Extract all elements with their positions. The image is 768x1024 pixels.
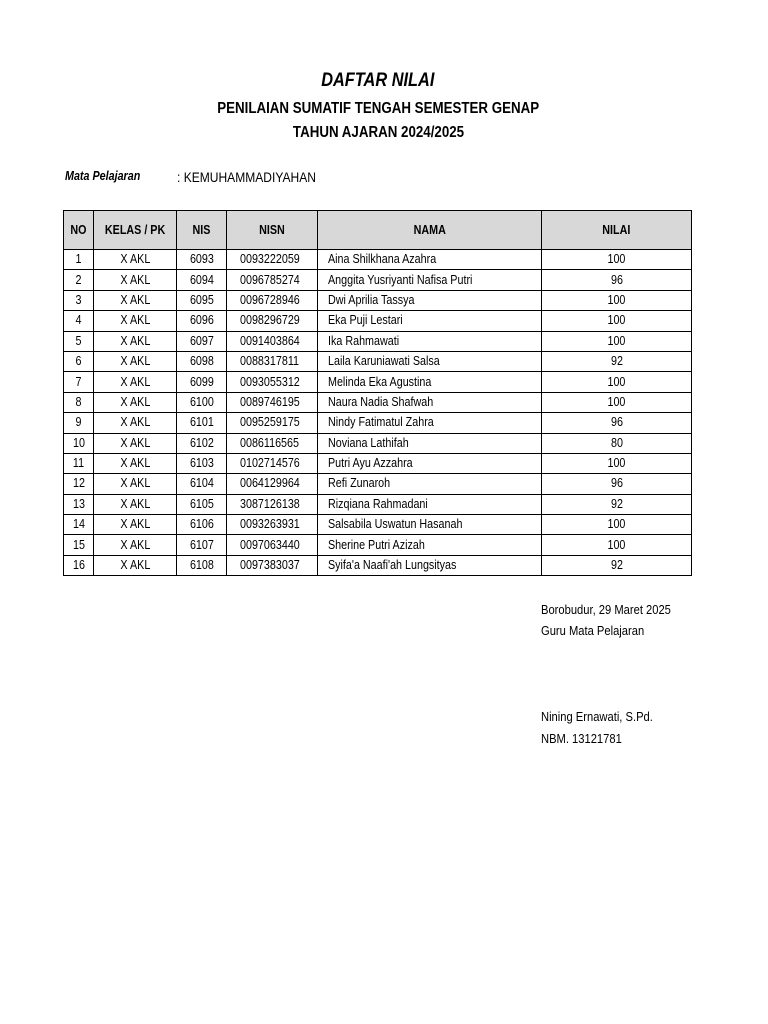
- cell-nilai: 96: [542, 270, 692, 290]
- cell-nilai: 92: [542, 494, 692, 514]
- cell-no: 7: [64, 372, 94, 392]
- subject-value: : KEMUHAMMADIYAHAN: [177, 169, 316, 185]
- cell-nama: Salsabila Uswatun Hasanah: [318, 515, 542, 535]
- cell-nisn: 0096785274: [227, 270, 318, 290]
- cell-no: 4: [64, 311, 94, 331]
- cell-nama: Aina Shilkhana Azahra: [318, 250, 542, 270]
- document-subtitle-academic-year: TAHUN AJARAN 2024/2025: [292, 124, 464, 141]
- cell-nama: Ika Rahmawati: [318, 331, 542, 351]
- cell-no: 16: [64, 555, 94, 575]
- cell-nis: 6100: [177, 392, 227, 412]
- table-row: [64, 290, 692, 310]
- table-row: [64, 433, 692, 453]
- cell-kelas: X AKL: [94, 515, 177, 535]
- cell-nama: Rizqiana Rahmadani: [318, 494, 542, 514]
- table-row: [64, 555, 692, 575]
- cell-kelas: X AKL: [94, 535, 177, 555]
- cell-kelas: X AKL: [94, 311, 177, 331]
- table-row: [64, 250, 692, 270]
- cell-nama: Nindy Fatimatul Zahra: [318, 413, 542, 433]
- cell-nis: 6104: [177, 474, 227, 494]
- cell-nis: 6096: [177, 311, 227, 331]
- cell-nisn: 0097383037: [227, 555, 318, 575]
- cell-nis: 6106: [177, 515, 227, 535]
- table-header-row: [64, 211, 692, 250]
- cell-no: 6: [64, 351, 94, 371]
- cell-nama: Laila Karuniawati Salsa: [318, 351, 542, 371]
- cell-nama: Melinda Eka Agustina: [318, 372, 542, 392]
- cell-no: 11: [64, 453, 94, 473]
- table-row: [64, 270, 692, 290]
- cell-nilai: 100: [542, 535, 692, 555]
- cell-nilai: 100: [542, 331, 692, 351]
- table-row: [64, 413, 692, 433]
- table-row: [64, 453, 692, 473]
- cell-nisn: 0064129964: [227, 474, 318, 494]
- table-row: [64, 392, 692, 412]
- cell-nilai: 100: [542, 515, 692, 535]
- cell-nama: Syifa'a Naafi'ah Lungsityas: [318, 555, 542, 575]
- cell-nama: Anggita Yusriyanti Nafisa Putri: [318, 270, 542, 290]
- cell-kelas: X AKL: [94, 413, 177, 433]
- cell-nilai: 100: [542, 311, 692, 331]
- column-header-nama: NAMA: [318, 211, 542, 250]
- cell-nama: Putri Ayu Azzahra: [318, 453, 542, 473]
- cell-no: 5: [64, 331, 94, 351]
- document-title: DAFTAR NILAI: [321, 70, 435, 91]
- cell-nis: 6101: [177, 413, 227, 433]
- cell-nilai: 100: [542, 290, 692, 310]
- cell-kelas: X AKL: [94, 555, 177, 575]
- cell-nama: Naura Nadia Shafwah: [318, 392, 542, 412]
- cell-nilai: 100: [542, 453, 692, 473]
- cell-nilai: 96: [542, 413, 692, 433]
- cell-nis: 6095: [177, 290, 227, 310]
- cell-no: 14: [64, 515, 94, 535]
- cell-kelas: X AKL: [94, 453, 177, 473]
- cell-no: 9: [64, 413, 94, 433]
- table-row: [64, 311, 692, 331]
- cell-kelas: X AKL: [94, 392, 177, 412]
- grades-table: [63, 210, 692, 576]
- cell-nisn: 0089746195: [227, 392, 318, 412]
- column-header-kelas: KELAS / PK: [94, 211, 177, 250]
- cell-nisn: 0093222059: [227, 250, 318, 270]
- table-row: [64, 474, 692, 494]
- cell-kelas: X AKL: [94, 351, 177, 371]
- table-row: [64, 535, 692, 555]
- cell-no: 1: [64, 250, 94, 270]
- cell-nisn: 0095259175: [227, 413, 318, 433]
- signature-role: Guru Mata Pelajaran: [541, 623, 645, 638]
- cell-nisn: 0096728946: [227, 290, 318, 310]
- cell-nama: Noviana Lathifah: [318, 433, 542, 453]
- cell-no: 12: [64, 474, 94, 494]
- subject-label: Mata Pelajaran: [65, 169, 141, 183]
- cell-kelas: X AKL: [94, 372, 177, 392]
- cell-nisn: 0093055312: [227, 372, 318, 392]
- cell-nis: 6094: [177, 270, 227, 290]
- cell-nisn: 0088317811: [227, 351, 318, 371]
- table-row: [64, 494, 692, 514]
- cell-nis: 6108: [177, 555, 227, 575]
- column-header-nilai: NILAI: [542, 211, 692, 250]
- cell-nisn: 0086116565: [227, 433, 318, 453]
- cell-nis: 6105: [177, 494, 227, 514]
- cell-nis: 6107: [177, 535, 227, 555]
- cell-nilai: 96: [542, 474, 692, 494]
- table-row: [64, 351, 692, 371]
- cell-no: 10: [64, 433, 94, 453]
- cell-no: 3: [64, 290, 94, 310]
- signature-name: Nining Ernawati, S.Pd.: [541, 709, 653, 724]
- cell-nisn: 0097063440: [227, 535, 318, 555]
- cell-nis: 6098: [177, 351, 227, 371]
- table-row: [64, 372, 692, 392]
- column-header-no: NO: [64, 211, 94, 250]
- cell-no: 15: [64, 535, 94, 555]
- column-header-nis: NIS: [177, 211, 227, 250]
- cell-nisn: 0102714576: [227, 453, 318, 473]
- cell-nisn: 0098296729: [227, 311, 318, 331]
- cell-kelas: X AKL: [94, 290, 177, 310]
- cell-nisn: 0093263931: [227, 515, 318, 535]
- signature-nbm: NBM. 13121781: [541, 731, 622, 746]
- cell-nama: Refi Zunaroh: [318, 474, 542, 494]
- document-subtitle-assessment: PENILAIAN SUMATIF TENGAH SEMESTER GENAP: [217, 100, 539, 117]
- cell-nis: 6103: [177, 453, 227, 473]
- cell-nisn: 0091403864: [227, 331, 318, 351]
- cell-nama: Eka Puji Lestari: [318, 311, 542, 331]
- cell-kelas: X AKL: [94, 433, 177, 453]
- cell-nis: 6097: [177, 331, 227, 351]
- table-row: [64, 515, 692, 535]
- cell-nilai: 92: [542, 351, 692, 371]
- cell-nis: 6102: [177, 433, 227, 453]
- cell-kelas: X AKL: [94, 474, 177, 494]
- cell-kelas: X AKL: [94, 250, 177, 270]
- cell-nilai: 100: [542, 250, 692, 270]
- cell-nis: 6099: [177, 372, 227, 392]
- cell-kelas: X AKL: [94, 331, 177, 351]
- cell-nama: Sherine Putri Azizah: [318, 535, 542, 555]
- table-row: [64, 331, 692, 351]
- cell-nisn: 3087126138: [227, 494, 318, 514]
- column-header-nisn: NISN: [227, 211, 318, 250]
- cell-nis: 6093: [177, 250, 227, 270]
- cell-nilai: 80: [542, 433, 692, 453]
- cell-nilai: 100: [542, 372, 692, 392]
- cell-no: 8: [64, 392, 94, 412]
- cell-no: 2: [64, 270, 94, 290]
- cell-nilai: 92: [542, 555, 692, 575]
- signature-place-date: Borobudur, 29 Maret 2025: [541, 602, 671, 617]
- cell-nilai: 100: [542, 392, 692, 412]
- cell-nama: Dwi Aprilia Tassya: [318, 290, 542, 310]
- cell-no: 13: [64, 494, 94, 514]
- cell-kelas: X AKL: [94, 270, 177, 290]
- cell-kelas: X AKL: [94, 494, 177, 514]
